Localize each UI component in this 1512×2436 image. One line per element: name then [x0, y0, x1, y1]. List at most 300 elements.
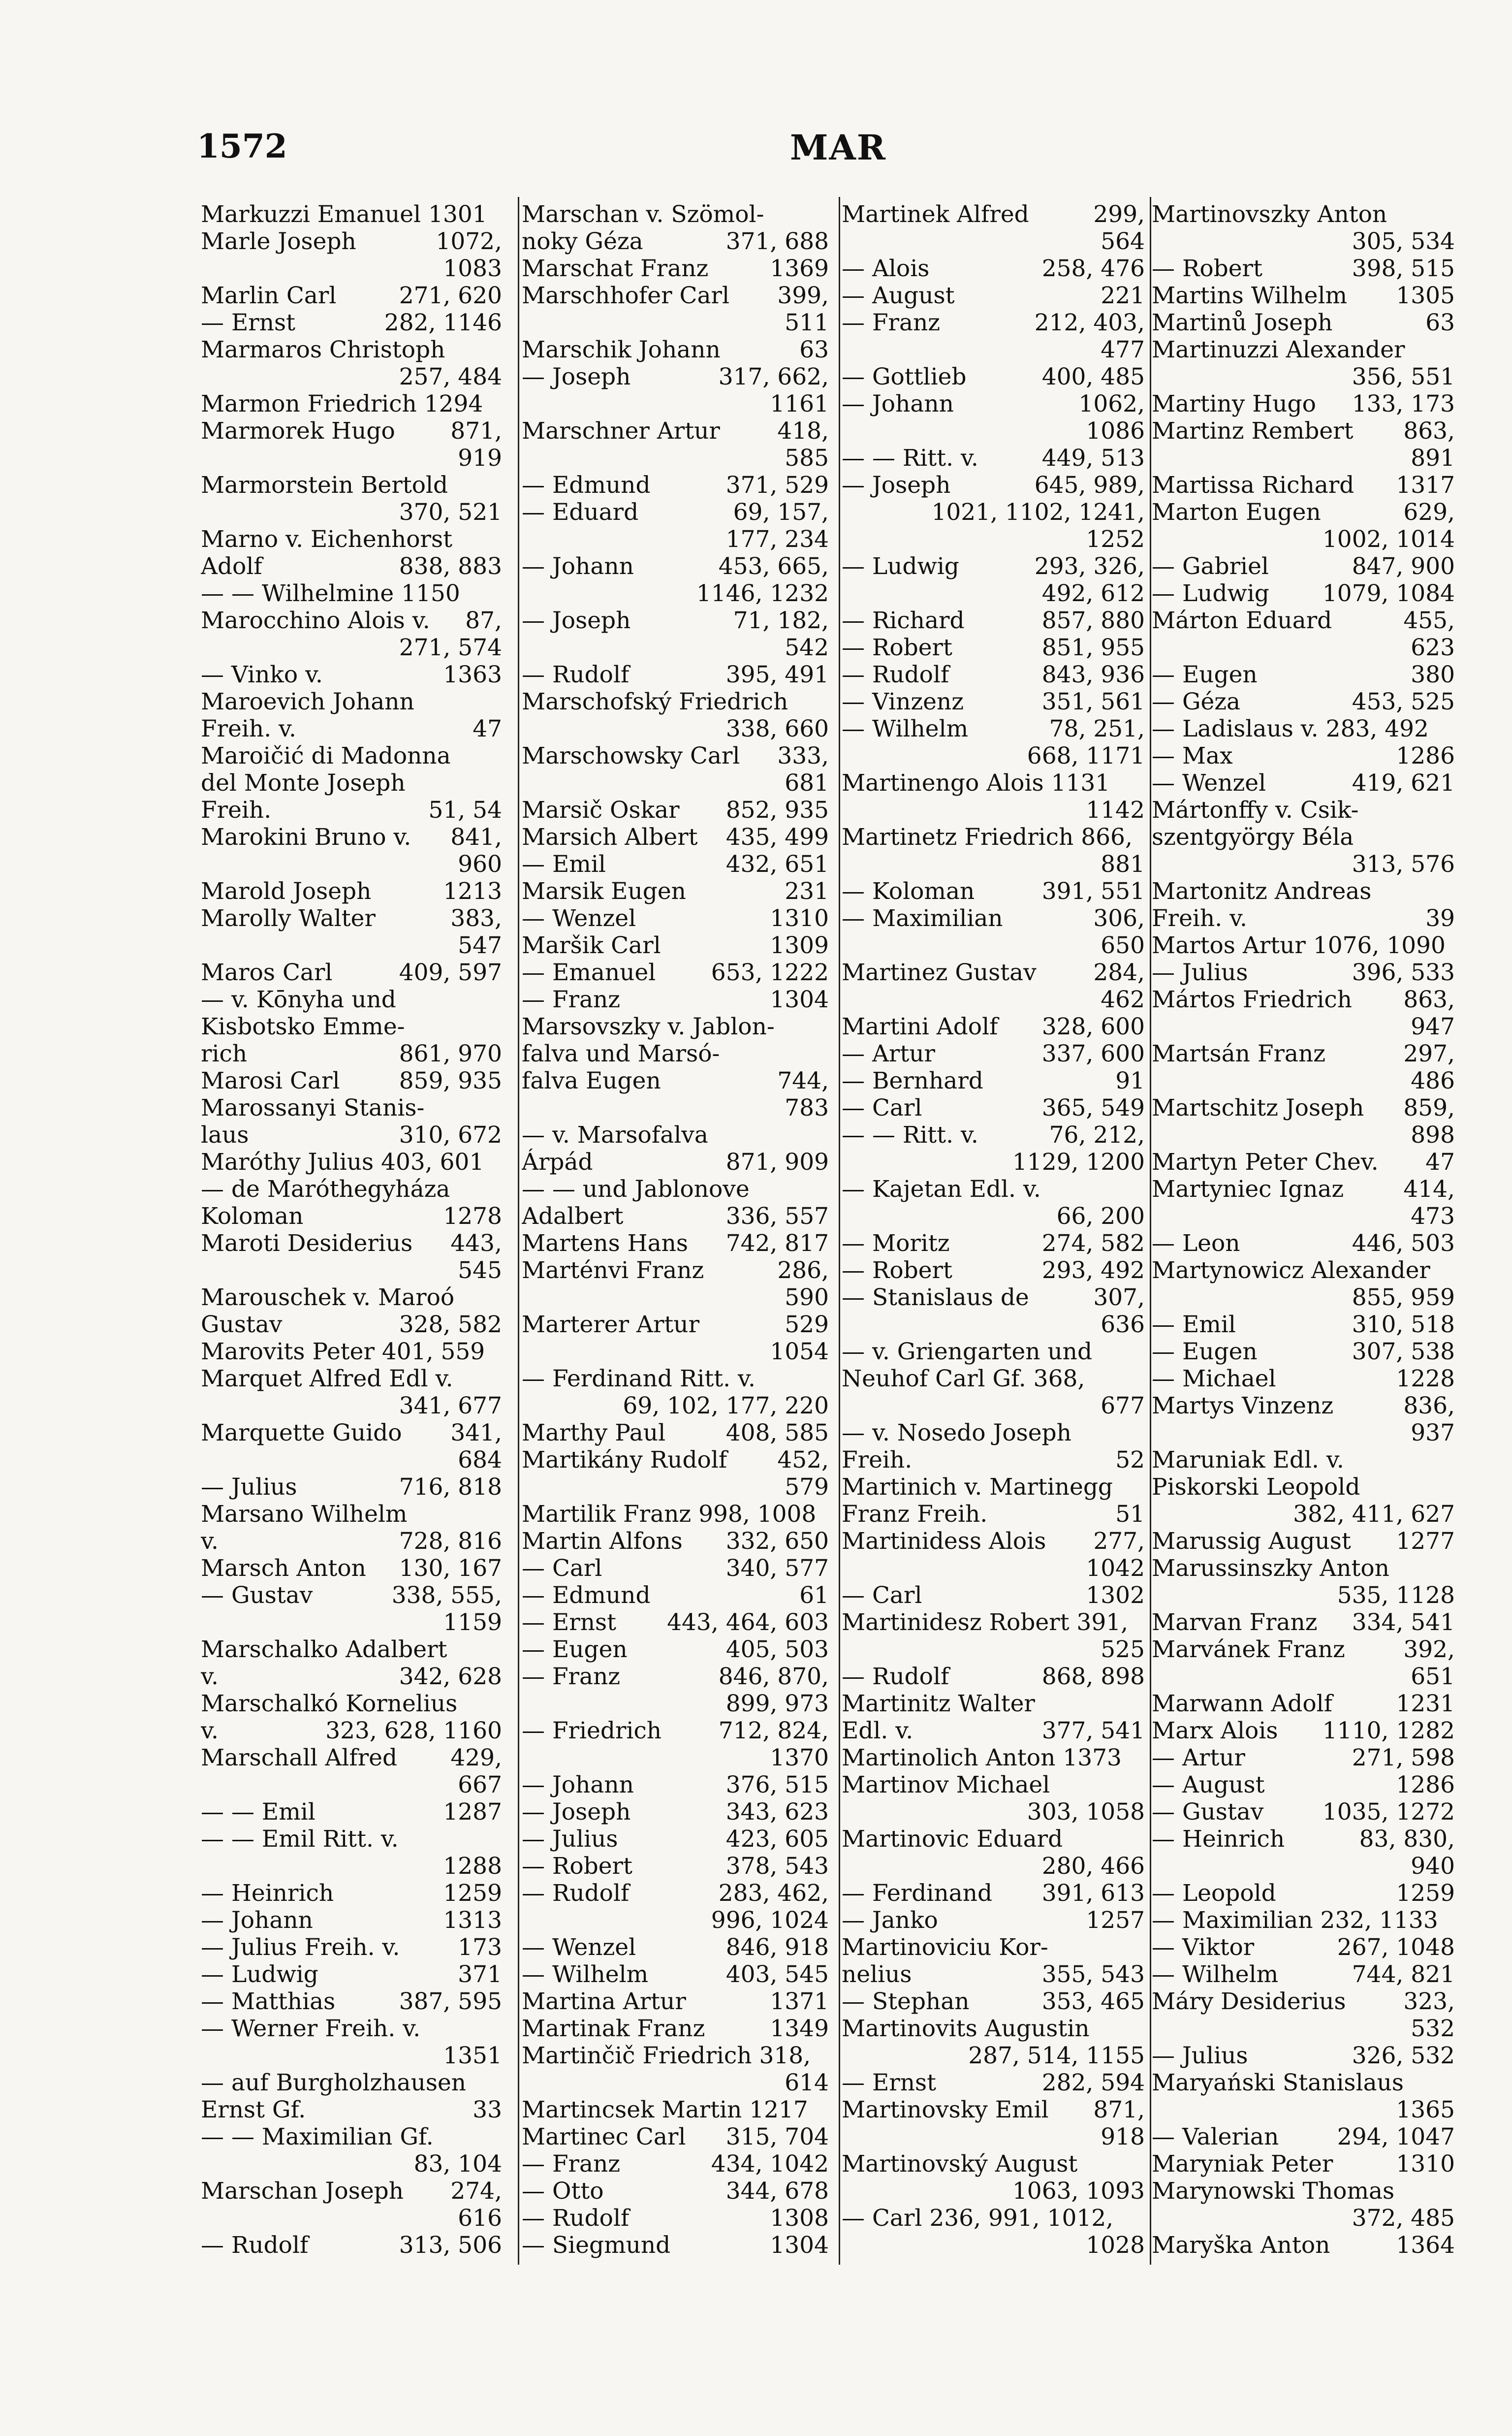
entry-name: — Artur [1152, 1744, 1245, 1771]
entry-name: — Stanislaus de [842, 1284, 1029, 1311]
entry-name: Martinidess Alois [842, 1528, 1046, 1555]
entry-pages: 267, 1048 [1337, 1934, 1455, 1961]
index-entry-line [201, 1040, 502, 1067]
index-entry-line [201, 1663, 502, 1690]
entry-pages: 341, 677 [399, 1392, 502, 1419]
index-entry-line [522, 905, 829, 932]
index-entry-line [1152, 1067, 1455, 1094]
entry-pages: 616 [458, 2205, 502, 2232]
index-entry-line [1152, 1149, 1455, 1176]
entry-name: — Edmund [522, 472, 651, 499]
entry-pages: 63 [1425, 309, 1455, 336]
index-entry-line [1152, 986, 1455, 1013]
entry-pages: 1286 [1396, 1771, 1455, 1798]
entry-name: — Ernst [522, 1609, 616, 1636]
entry-name: — Gabriel [1152, 553, 1269, 580]
entry-pages: 1365 [1396, 2096, 1455, 2123]
entry-pages: 399, [777, 282, 829, 309]
entry-pages: 39 [1425, 905, 1455, 932]
index-entry-line [522, 932, 829, 959]
index-entry-line [201, 851, 502, 878]
entry-pages: 297, [1403, 1040, 1455, 1067]
entry-name: Martincsek Martin 1217 [522, 2096, 808, 2123]
entry-name: Marouschek v. Maroó [201, 1284, 455, 1311]
index-entry-line [522, 1609, 829, 1636]
index-entry-line [522, 742, 829, 769]
index-entry-line [1152, 824, 1455, 851]
index-entry-line [201, 1094, 502, 1122]
entry-name: Marschan Joseph [201, 2178, 404, 2205]
entry-pages: 859, 935 [399, 1067, 502, 1094]
index-entry-line [1152, 1474, 1455, 1501]
entry-pages: 716, 818 [399, 1474, 502, 1501]
entry-pages: 177, 234 [725, 526, 829, 553]
entry-pages: 1213 [443, 878, 502, 905]
entry-name: Martys Vinzenz [1152, 1392, 1334, 1419]
index-entry-line [842, 1717, 1145, 1744]
entry-pages: 547 [458, 932, 502, 959]
entry-pages: 313, 506 [399, 2232, 502, 2259]
entry-pages: 446, 503 [1352, 1230, 1455, 1257]
index-entry-line [201, 715, 502, 742]
entry-pages: 636 [1101, 1311, 1145, 1338]
entry-name: Marschik Johann [522, 336, 721, 363]
index-entry-line [842, 472, 1145, 499]
index-entry-line [842, 824, 1145, 851]
entry-name: Martina Artur [522, 1988, 686, 2015]
index-entry-line [201, 1853, 502, 1880]
entry-pages: 69, 102, 177, 220 [623, 1392, 829, 1419]
index-entry-line [1152, 797, 1455, 824]
index-entry-line [201, 1744, 502, 1771]
entry-name: — Ludwig [201, 1961, 318, 1988]
index-entry-line [842, 1203, 1145, 1230]
entry-pages: 614 [785, 2069, 829, 2096]
index-entry-line [1152, 2205, 1455, 2232]
entry-pages: 271, 620 [399, 282, 502, 309]
entry-name: Freih. [201, 797, 272, 824]
entry-pages: 287, 514, 1155 [968, 2042, 1145, 2069]
index-entry-line [842, 255, 1145, 282]
index-entry-line [842, 2123, 1145, 2150]
entry-name: Marsovszky v. Jablon- [522, 1013, 775, 1040]
entry-pages: 1287 [443, 1798, 502, 1826]
entry-pages: 87, [465, 607, 502, 634]
entry-pages: 898 [1411, 1122, 1455, 1149]
entry-name: Marton Eugen [1152, 499, 1321, 526]
column-rule [839, 197, 840, 2265]
index-entry-line [201, 445, 502, 472]
index-entry-line [201, 1636, 502, 1663]
entry-name: falva Eugen [522, 1067, 661, 1094]
entry-pages: 871, [450, 417, 502, 445]
entry-name: — Rudolf [842, 661, 949, 688]
index-entry-line [201, 499, 502, 526]
index-entry-line [842, 309, 1145, 336]
entry-pages: 333, [777, 742, 829, 769]
entry-name: — Rudolf [201, 2232, 309, 2259]
entry-pages: 336, 557 [725, 1203, 829, 1230]
entry-pages: 855, 959 [1352, 1284, 1455, 1311]
index-entry-line [1152, 1122, 1455, 1149]
index-entry-line [201, 769, 502, 797]
entry-name: Martinak Franz [522, 2015, 705, 2042]
index-entry-line [522, 1122, 829, 1149]
entry-pages: 1278 [443, 1203, 502, 1230]
index-entry-line [1152, 905, 1455, 932]
index-entry-line [201, 1690, 502, 1717]
index-entry-line [1152, 1365, 1455, 1392]
entry-name: Martinich v. Martinegg [842, 1474, 1113, 1501]
index-entry-line [1152, 417, 1455, 445]
index-entry-line [842, 851, 1145, 878]
index-entry-line [201, 309, 502, 336]
entry-pages: 846, 870, [718, 1663, 829, 1690]
entry-name: Maróthy Julius 403, 601 [201, 1149, 484, 1176]
entry-name: Marle Joseph [201, 228, 356, 255]
entry-name: — Gustav [1152, 1798, 1264, 1826]
entry-name: — Stephan [842, 1988, 970, 2015]
entry-name: v. [201, 1528, 219, 1555]
entry-pages: 274, 582 [1041, 1230, 1145, 1257]
entry-pages: 299, [1093, 201, 1145, 228]
entry-name: — Joseph [842, 472, 951, 499]
entry-name: — Eugen [1152, 661, 1258, 688]
entry-pages: 1317 [1396, 472, 1455, 499]
index-entry-line [522, 1771, 829, 1798]
index-entry-line [842, 2178, 1145, 2205]
entry-pages: 294, 1047 [1337, 2123, 1455, 2150]
entry-name: — Julius Freih. v. [201, 1934, 400, 1961]
entry-name: Maroti Desiderius [201, 1230, 413, 1257]
index-entry-line [201, 1798, 502, 1826]
index-entry-line [842, 1392, 1145, 1419]
entry-name: Martinčič Friedrich 318, [522, 2042, 811, 2069]
entry-name: — Emanuel [522, 959, 656, 986]
entry-name: Ernst Gf. [201, 2096, 306, 2123]
entry-name: — Eduard [522, 499, 639, 526]
index-entry-line [522, 824, 829, 851]
entry-pages: 355, 543 [1041, 1961, 1145, 1988]
entry-name: — — und Jablonove [522, 1176, 750, 1203]
index-entry-line [201, 553, 502, 580]
entry-name: Marsch Anton [201, 1555, 366, 1582]
entry-pages: 667 [458, 1771, 502, 1798]
entry-name: Marovits Peter 401, 559 [201, 1338, 485, 1365]
entry-name: Marschofský Friedrich [522, 688, 788, 715]
index-entry-line [1152, 634, 1455, 661]
entry-name: Franz Freih. [842, 1501, 988, 1528]
entry-pages: 1259 [443, 1880, 502, 1907]
entry-name: Marno v. Eichenhorst [201, 526, 453, 553]
entry-pages: 419, 621 [1352, 769, 1455, 797]
entry-pages: 315, 704 [725, 2123, 829, 2150]
entry-name: Martinovits Augustin [842, 2015, 1090, 2042]
entry-pages: 371 [458, 1961, 502, 1988]
index-entry-line [201, 2178, 502, 2205]
index-entry-line [1152, 1392, 1455, 1419]
entry-pages: 403, 545 [725, 1961, 829, 1988]
entry-pages: 78, 251, [1049, 715, 1145, 742]
index-entry-line [522, 1094, 829, 1122]
entry-pages: 387, 595 [399, 1988, 502, 2015]
index-entry-line [1152, 2096, 1455, 2123]
entry-name: Martinec Carl [522, 2123, 686, 2150]
entry-name: — v. Griengarten und [842, 1338, 1093, 1365]
entry-name: Piskorski Leopold [1152, 1474, 1360, 1501]
entry-pages: 1286 [1396, 742, 1455, 769]
index-entry-line [1152, 255, 1455, 282]
index-entry-line [522, 580, 829, 607]
entry-name: — — Maximilian Gf. [201, 2123, 434, 2150]
entry-name: Máry Desiderius [1152, 1988, 1346, 2015]
index-entry-line [1152, 1717, 1455, 1744]
entry-pages: 310, 672 [399, 1122, 502, 1149]
index-entry-line [842, 2042, 1145, 2069]
index-entry-line [842, 363, 1145, 390]
entry-name: Marmorstein Bertold [201, 472, 448, 499]
entry-name: Martos Artur 1076, 1090 [1152, 932, 1446, 959]
entry-pages: 173 [458, 1934, 502, 1961]
entry-name: — Julius [1152, 959, 1248, 986]
entry-pages: 282, 594 [1041, 2069, 1145, 2096]
index-entry-line [201, 417, 502, 445]
entry-pages: 1021, 1102, 1241, [931, 499, 1145, 526]
entry-name: Martinetz Friedrich 866, [842, 824, 1133, 851]
entry-pages: 918 [1101, 2123, 1145, 2150]
entry-pages: 1042 [1086, 1555, 1145, 1582]
entry-pages: 332, 650 [725, 1528, 829, 1555]
entry-name: Marussig August [1152, 1528, 1351, 1555]
index-entry-line [1152, 1284, 1455, 1311]
entry-pages: 881 [1101, 851, 1145, 878]
entry-pages: 356, 551 [1352, 363, 1455, 390]
entry-pages: 1310 [1396, 2150, 1455, 2178]
entry-name: Martiny Hugo [1152, 390, 1316, 417]
entry-pages: 47 [1425, 1149, 1455, 1176]
entry-pages: 429, [450, 1744, 502, 1771]
entry-pages: 341, [450, 1419, 502, 1446]
index-entry-line [522, 1446, 829, 1474]
index-entry-line [842, 905, 1145, 932]
entry-name: Maršik Carl [522, 932, 661, 959]
entry-name: Mártonffy v. Csik- [1152, 797, 1359, 824]
index-entry-line [201, 1176, 502, 1203]
index-entry-line [522, 1582, 829, 1609]
index-entry-line [522, 1311, 829, 1338]
section-title: MAR [790, 127, 886, 168]
index-entry-line [1152, 2123, 1455, 2150]
index-entry-line [522, 1013, 829, 1040]
entry-pages: 353, 465 [1041, 1988, 1145, 2015]
entry-pages: 51, 54 [428, 797, 502, 824]
entry-name: — Ferdinand Ritt. v. [522, 1365, 756, 1392]
entry-name: — Rudolf [842, 1663, 949, 1690]
entry-pages: 334, 541 [1352, 1609, 1455, 1636]
entry-pages: 891 [1411, 445, 1455, 472]
index-entry-line [522, 499, 829, 526]
index-entry-line [1152, 878, 1455, 905]
index-entry-line [1152, 201, 1455, 228]
entry-pages: 398, 515 [1352, 255, 1455, 282]
entry-name: — Wenzel [522, 1934, 636, 1961]
entry-name: szentgyörgy Béla [1152, 824, 1354, 851]
index-entry-line [842, 390, 1145, 417]
entry-name: Koloman [201, 1203, 304, 1230]
entry-name: Marschalko Adalbert [201, 1636, 447, 1663]
entry-pages: 365, 549 [1041, 1094, 1145, 1122]
entry-name: — Heinrich [201, 1880, 334, 1907]
index-entry-line [1152, 1798, 1455, 1826]
index-entry-line [201, 1907, 502, 1934]
entry-name: — v. Nosedo Joseph [842, 1419, 1071, 1446]
entry-name: Martynowicz Alexander [1152, 1257, 1430, 1284]
entry-name: — August [842, 282, 955, 309]
entry-pages: 340, 577 [725, 1555, 829, 1582]
entry-pages: 282, 1146 [384, 309, 502, 336]
index-entry-line [201, 1555, 502, 1582]
entry-pages: 742, 817 [725, 1230, 829, 1257]
entry-name: Marsik Eugen [522, 878, 686, 905]
index-entry-line [522, 1176, 829, 1203]
index-entry-line [522, 1149, 829, 1176]
entry-name: — Wenzel [522, 905, 636, 932]
entry-name: — Vinko v. [201, 661, 323, 688]
index-entry-line [201, 1934, 502, 1961]
entry-name: Marschall Alfred [201, 1744, 398, 1771]
entry-pages: 317, 662, [718, 363, 829, 390]
entry-pages: 33 [472, 2096, 502, 2123]
entry-pages: 1035, 1272 [1322, 1798, 1455, 1826]
entry-name: — Joseph [522, 363, 631, 390]
entry-pages: 1252 [1086, 526, 1145, 553]
entry-name: Marmaros Christoph [201, 336, 445, 363]
index-entry-line [522, 634, 829, 661]
index-entry-line [842, 1176, 1145, 1203]
index-entry-line [842, 580, 1145, 607]
index-entry-line [1152, 2069, 1455, 2096]
entry-pages: 61 [799, 1582, 829, 1609]
index-entry-line [842, 1365, 1145, 1392]
entry-pages: 286, [777, 1257, 829, 1284]
index-entry-line [1152, 282, 1455, 309]
index-entry-line [522, 2150, 829, 2178]
entry-pages: 71, 182, [733, 607, 829, 634]
index-entry-line [201, 2232, 502, 2259]
entry-name: — Max [1152, 742, 1233, 769]
index-entry-line [1152, 2178, 1455, 2205]
entry-name: Martin Alfons [522, 1528, 683, 1555]
index-entry-line [1152, 1311, 1455, 1338]
index-entry-line [201, 797, 502, 824]
index-entry-line [201, 1446, 502, 1474]
index-entry-line [522, 1474, 829, 1501]
index-entry-line [201, 2123, 502, 2150]
entry-pages: 492, 612 [1041, 580, 1145, 607]
entry-pages: 852, 935 [725, 797, 829, 824]
entry-name: — Ernst [201, 309, 295, 336]
index-entry-line [842, 2069, 1145, 2096]
entry-pages: 51 [1115, 1501, 1145, 1528]
index-entry-line [1152, 1094, 1455, 1122]
entry-pages: 323, [1403, 1988, 1455, 2015]
entry-name: Marschalkó Kornelius [201, 1690, 458, 1717]
entry-name: — Bernhard [842, 1067, 983, 1094]
index-entry-line [522, 228, 829, 255]
entry-pages: 452, [777, 1446, 829, 1474]
entry-pages: 868, 898 [1041, 1663, 1145, 1690]
index-entry-line [842, 1122, 1145, 1149]
entry-pages: 486 [1411, 1067, 1455, 1094]
index-entry-line [522, 1040, 829, 1067]
entry-name: Martinuzzi Alexander [1152, 336, 1405, 363]
entry-name: — Kajetan Edl. v. [842, 1176, 1041, 1203]
index-entry-line [842, 1067, 1145, 1094]
entry-pages: 372, 485 [1352, 2205, 1455, 2232]
entry-pages: 841, [450, 824, 502, 851]
index-entry-line [201, 2150, 502, 2178]
index-entry-line [842, 715, 1145, 742]
index-entry-line [201, 526, 502, 553]
entry-name: Maros Carl [201, 959, 333, 986]
entry-name: Márton Eduard [1152, 607, 1332, 634]
index-entry-line [522, 878, 829, 905]
entry-pages: 579 [785, 1474, 829, 1501]
entry-name: — Carl [522, 1555, 602, 1582]
index-entry-line [1152, 336, 1455, 363]
entry-name: Marynowski Thomas [1152, 2178, 1395, 2205]
index-entry-line [1152, 661, 1455, 688]
index-entry-line [522, 1880, 829, 1907]
index-entry-line [1152, 715, 1455, 742]
entry-pages: 66, 200 [1056, 1203, 1145, 1230]
entry-pages: 532 [1411, 2015, 1455, 2042]
index-entry-line [842, 661, 1145, 688]
entry-pages: 1142 [1086, 797, 1145, 824]
entry-pages: 338, 660 [725, 715, 829, 742]
entry-name: — de Maróthegyháza [201, 1176, 450, 1203]
index-entry-line [522, 553, 829, 580]
entry-name: — Werner Freih. v. [201, 2015, 421, 2042]
entry-name: — Koloman [842, 878, 975, 905]
entry-pages: 653, 1222 [711, 959, 829, 986]
index-entry-line [1152, 1934, 1455, 1961]
entry-name: — — Wilhelmine 1150 [201, 580, 460, 607]
entry-pages: 1277 [1396, 1528, 1455, 1555]
entry-name: Martissa Richard [1152, 472, 1354, 499]
entry-pages: 585 [785, 445, 829, 472]
entry-pages: 1083 [443, 255, 502, 282]
entry-name: — — Ritt. v. [842, 1122, 978, 1149]
entry-pages: 376, 515 [725, 1771, 829, 1798]
entry-pages: 435, 499 [725, 824, 829, 851]
index-entry-line [201, 1771, 502, 1798]
entry-pages: 1309 [770, 932, 829, 959]
entry-name: Martinov Michael [842, 1771, 1050, 1798]
index-entry-line [842, 1230, 1145, 1257]
index-entry-line [522, 1663, 829, 1690]
index-entry-line [842, 1555, 1145, 1582]
column-rule [1150, 197, 1151, 2265]
entry-pages: 293, 326, [1034, 553, 1145, 580]
entry-name: — v. Kōnyha und [201, 986, 396, 1013]
entry-pages: 783 [785, 1094, 829, 1122]
entry-pages: 1305 [1396, 282, 1455, 309]
entry-pages: 378, 543 [725, 1853, 829, 1880]
index-entry-line [201, 1528, 502, 1555]
entry-name: Martinengo Alois 1131 [842, 769, 1110, 797]
index-entry-line [201, 986, 502, 1013]
